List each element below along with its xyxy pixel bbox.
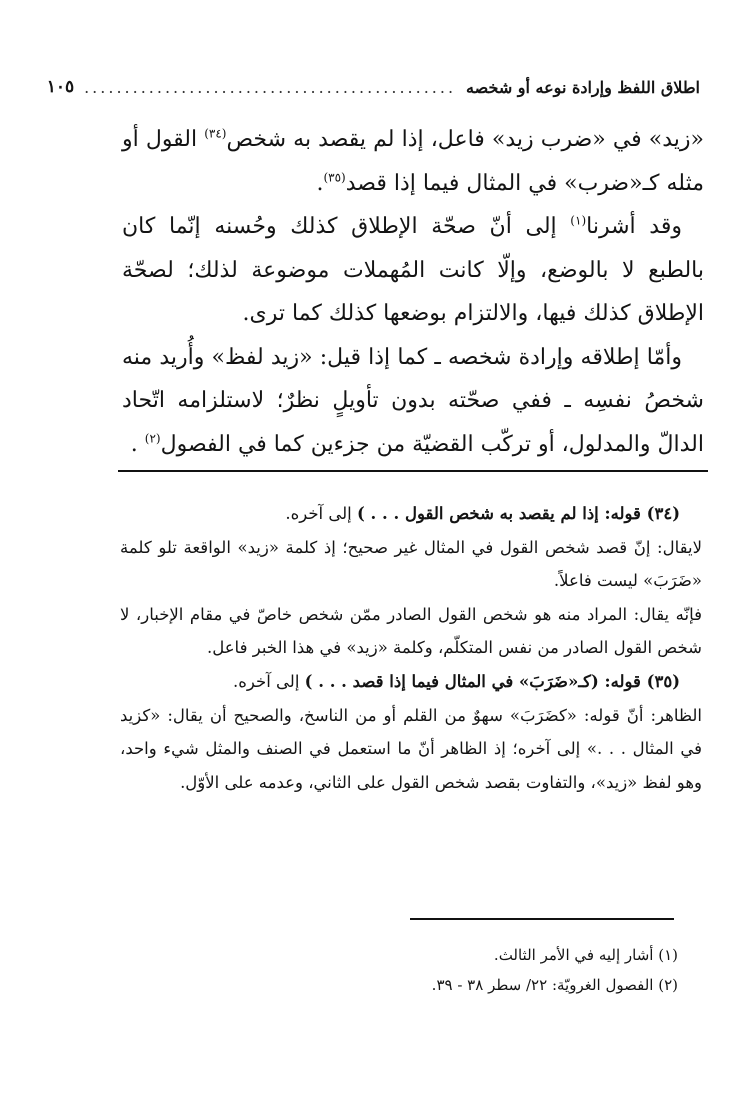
footnote-citation: (كـ«ضَرَبَ» في المثال فيما إذا قصد . . . ) bbox=[304, 671, 599, 691]
text-run: . bbox=[130, 431, 145, 457]
text-run: القول أو مثله كـ«ضرب» في المثال فيما إذا قصد bbox=[122, 127, 704, 196]
footnote-divider bbox=[118, 470, 708, 472]
reference-1: (١) أشار إليه في الأمر الثالث. bbox=[493, 946, 678, 964]
footnote-34-paragraph-1: لايقال: إنّ قصد شخص القول في المثال غير صحيح؛ إذ كلمة «زيد» الواقعة تلو كلمة «ضَرَبَ» ليست فاعلاً. bbox=[120, 537, 702, 591]
main-paragraph-2 bbox=[122, 205, 704, 336]
text-run: وقد أشرنا bbox=[586, 214, 682, 239]
reference-marker-2[interactable]: (٢) bbox=[144, 431, 161, 446]
chapter-title: اطلاق اللفظ وإرادة نوعه أو شخصه bbox=[466, 77, 700, 97]
reference-2: (٢) الفصول الغرويّة: ٢٢/ سطر ٣٨ - ٣٩. bbox=[431, 976, 678, 994]
main-paragraph-1 bbox=[122, 118, 704, 205]
references-divider bbox=[410, 918, 674, 920]
footnote-marker-35[interactable]: (٣٥) bbox=[323, 170, 346, 185]
footnote-citation: إذا لم يقصد به شخص القول . . . ) bbox=[356, 504, 599, 523]
footnote-35-paragraph-1: الظاهر: أنّ قوله: «كضَرَبَ» سهوٌ من القلم أو من الناسخ، والصحيح أن يقال: «كزيد في المثال . . .» إلى آخره؛ إذ الظاهر أنّ ما استعمل في الصنف والمثل شيء واحد، وهو لفظ «زيد»، والتفاوت بقصد شخص القول على الثاني، وعدمه على الأوّل. bbox=[120, 705, 702, 792]
text-run: . bbox=[316, 170, 324, 196]
footnote-tail: إلى آخره. bbox=[233, 671, 305, 691]
running-header bbox=[46, 72, 700, 102]
text-run: «زيد» في «ضرب زيد» فاعل، إذا لم يقصد به شخص bbox=[226, 127, 704, 152]
footnote-marker-34[interactable]: (٣٤) bbox=[204, 126, 227, 141]
source-references bbox=[120, 940, 678, 1000]
footnote-label: قوله: bbox=[598, 504, 647, 523]
commentary-footnotes bbox=[120, 497, 702, 799]
footnote-label: قوله: bbox=[598, 671, 647, 691]
leader-dots: .............................................. bbox=[84, 77, 457, 97]
footnote-number: (٣٤) bbox=[646, 504, 680, 523]
main-text bbox=[122, 118, 704, 466]
footnote-34-paragraph-2: فإنّه يقال: المراد منه هو شخص القول الصادر ممّن شخص خاصّ في مقام الإخبار، لا شخص القول الصادر من نفس المتكلّم، وكلمة «زيد» في هذا الخبر فاعل. bbox=[120, 604, 702, 658]
footnote-number: (٣٥) bbox=[646, 671, 680, 691]
reference-marker-1[interactable]: (١) bbox=[570, 213, 587, 228]
footnote-tail: إلى آخره. bbox=[285, 504, 357, 523]
main-paragraph-3 bbox=[122, 336, 704, 467]
page-number: ١٠٥ bbox=[46, 77, 75, 97]
footnote-34-heading bbox=[120, 497, 702, 531]
text-run: وأمّا إطلاقه وإرادة شخصه ـ كما إذا قيل: «زيد لفظ» وأُريد منه شخصُ نفسِه ـ ففي صحّته بدون تأويلٍ نظرٌ؛ لاستلزامه اتّحاد الدالّ والمدلول، أو تركّب القضيّة من جزءين كما في الفصول bbox=[122, 344, 704, 457]
text-run: إلى أنّ صحّة الإطلاق كذلك وحُسنه إنّما كان بالطبع لا بالوضع، وإلّا كانت المُهملات موضوعة لذلك؛ لصحّة الإطلاق كذلك فيها، والالتزام بوضعها كذلك كما ترى. bbox=[122, 214, 704, 326]
footnote-35-heading bbox=[120, 665, 702, 699]
